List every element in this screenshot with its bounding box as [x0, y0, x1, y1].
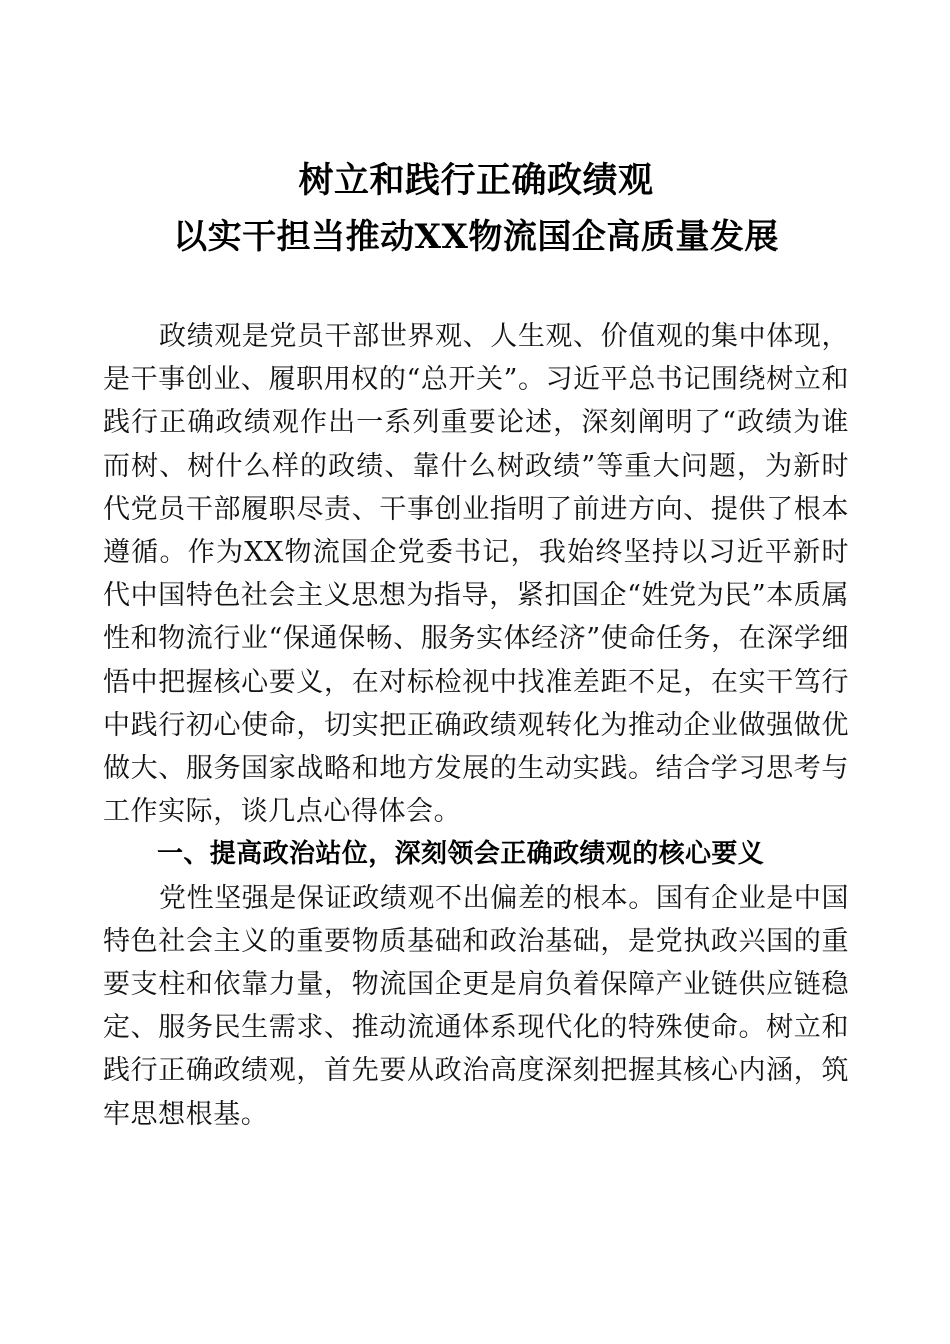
document-title-line-2: 以实干担当推动XX物流国企高质量发展	[173, 217, 779, 257]
body-paragraph-1: 政绩观是党员干部世界观、人生观、价值观的集中体现，是干事创业、履职用权的“总开关”。习近平总书记围绕树立和践行正确政绩观作出一系列重要论述，深刻阐明了“政绩为谁而树、树什么样的政绩、靠什么树政绩”等重大问题，为新时代党员干部履职尽责、干事创业指明了前进方向、提供了根本遵循。作为XX物流国企党委书记，我始终坚持以习近平新时代中国特色社会主义思想为指导，紧扣国企“姓党为民”本质属性和物流行业“保通保畅、服务实体经济”使命任务，在深学细悟中把握核心要义，在对标检视中找准差距不足，在实干笃行中践行初心使命，切实把正确政绩观转化为推动企业做强做优做大、服务国家战略和地方发展的生动实践。结合学习思考与工作实际，谈几点心得体会。	[103, 321, 849, 828]
section-heading-1: 一、提高政治站位，深刻领会正确政绩观的核心要义	[157, 839, 765, 870]
body-paragraph-2: 党性坚强是保证政绩观不出偏差的根本。国有企业是中国特色社会主义的重要物质基础和政治基础，是党执政兴国的重要支柱和依靠力量，物流国企更是肩负着保障产业链供应链稳定、服务民生需求、推动流通体系现代化的特殊使命。树立和践行正确政绩观，首先要从政治高度深刻把握其核心内涵，筑牢思想根基。	[103, 882, 849, 1130]
document-title-line-1: 树立和践行正确政绩观	[298, 160, 654, 201]
document-content	[103, 0, 849, 1136]
